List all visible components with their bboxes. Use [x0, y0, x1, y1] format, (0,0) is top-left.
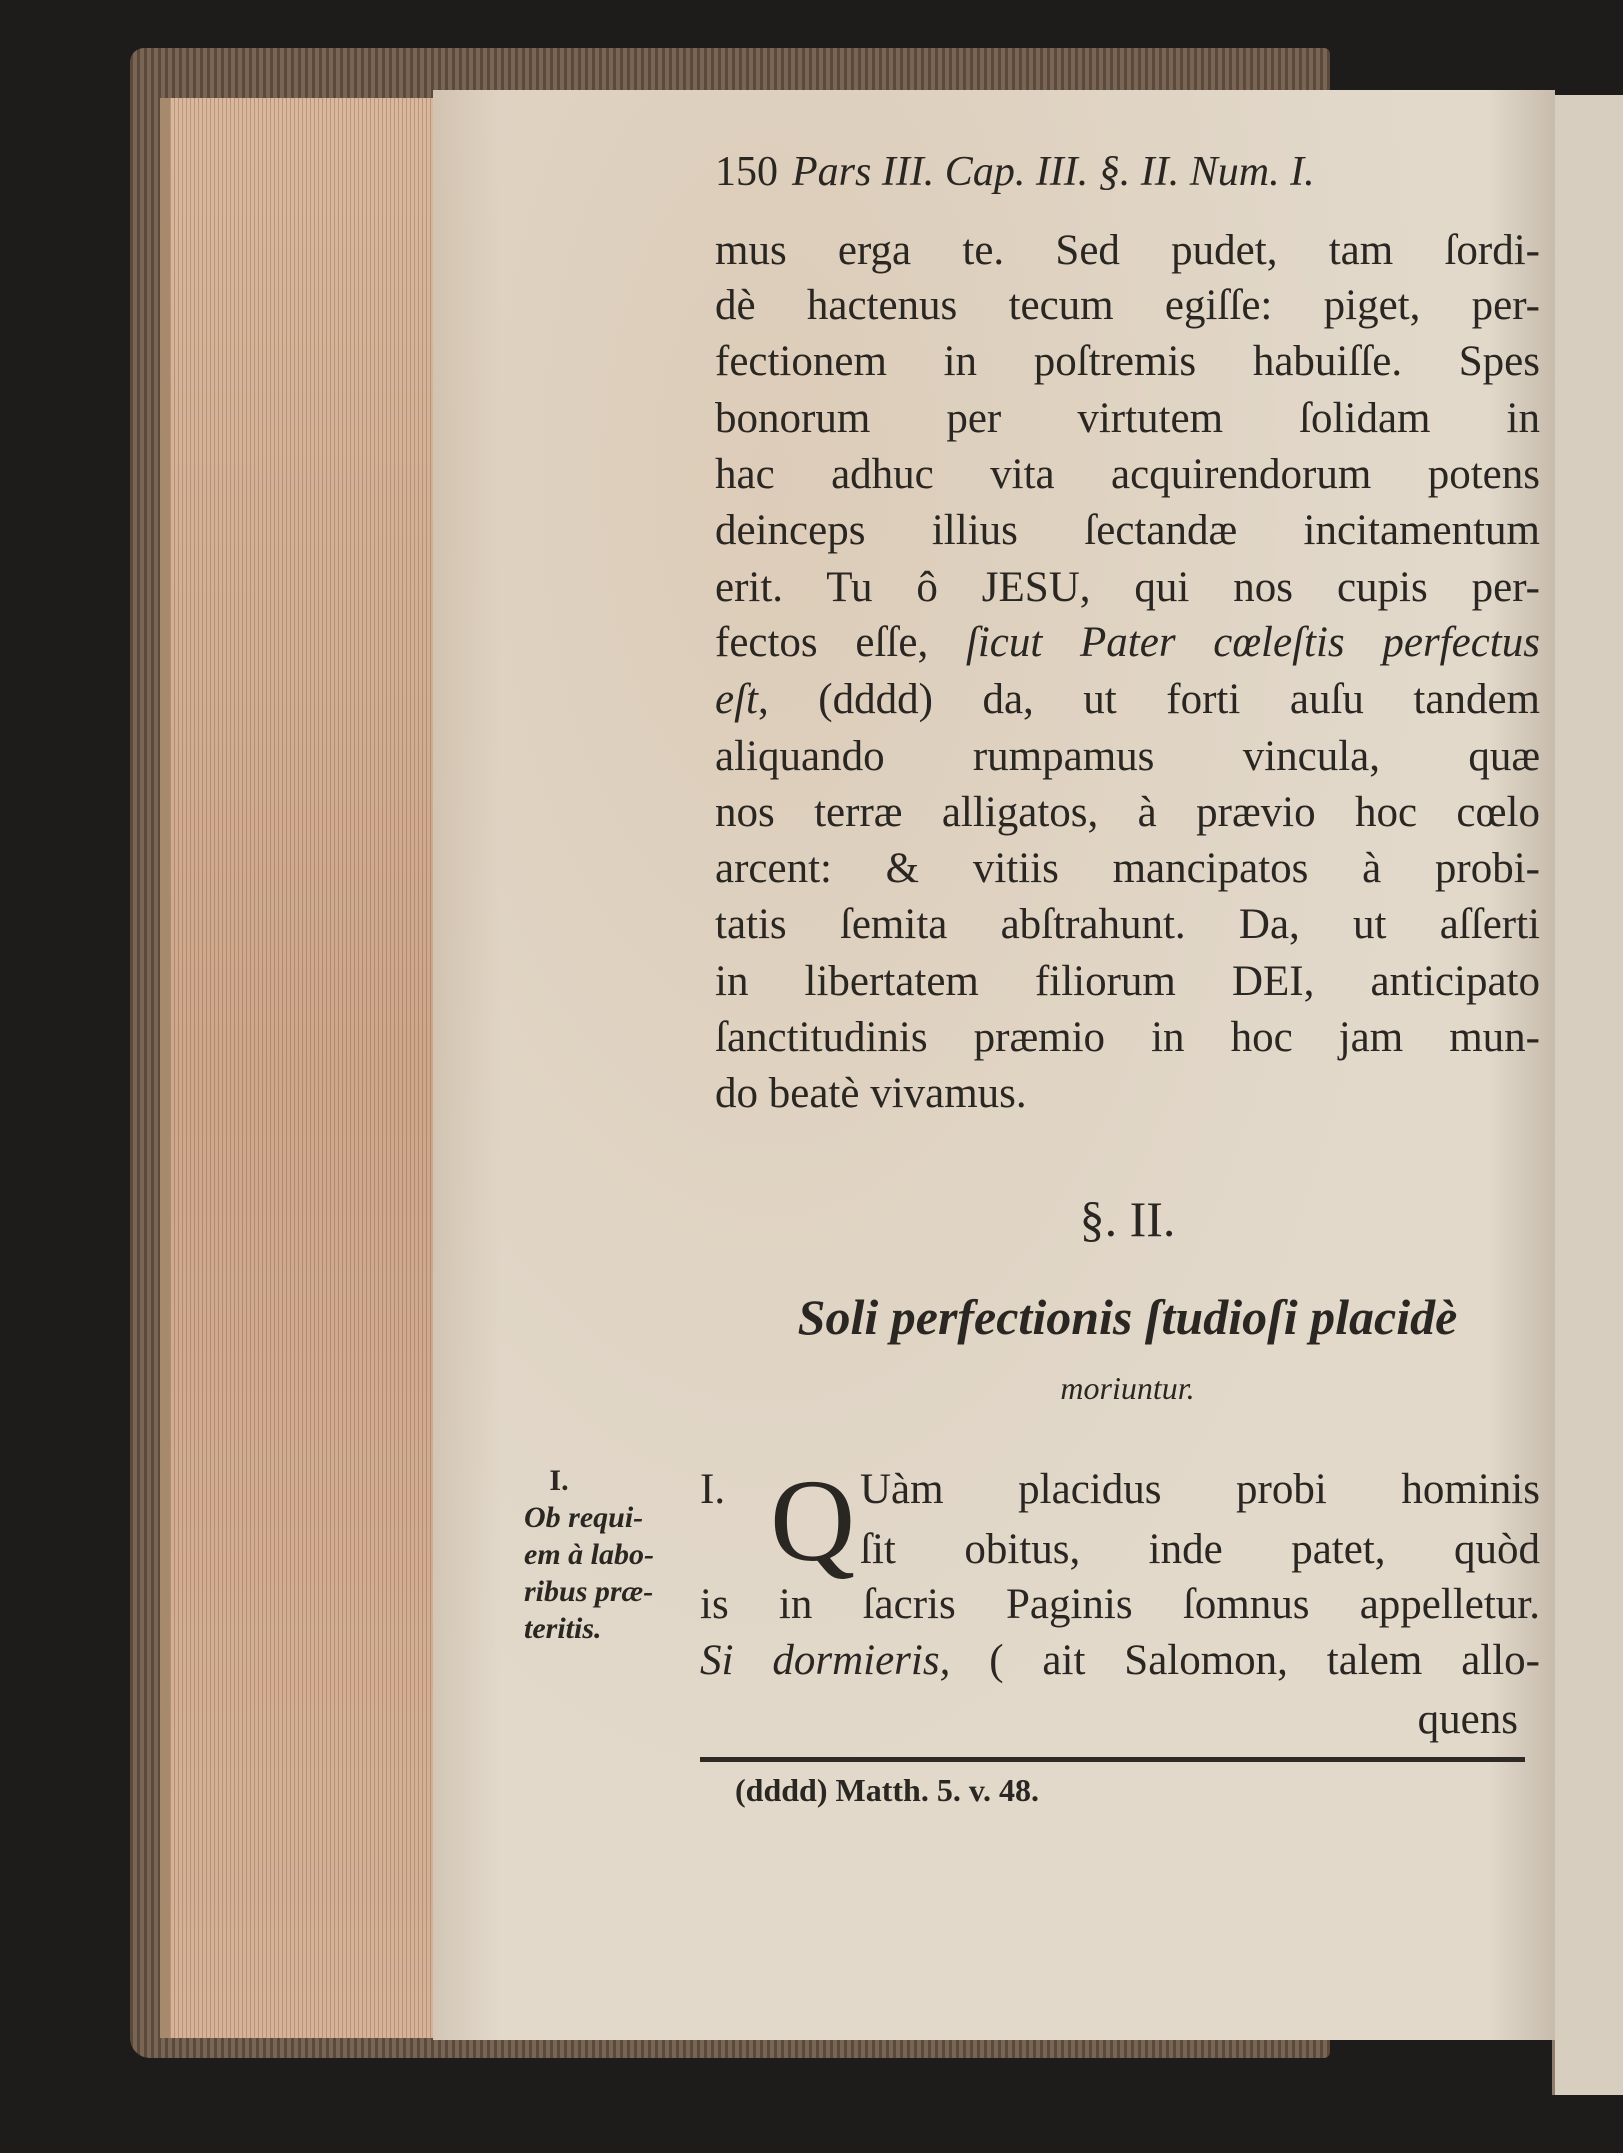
- drop-cap: Q: [770, 1455, 856, 1586]
- margin-note: [524, 1462, 709, 1647]
- text: is in ſacris Paginis ſomnus appelletur.: [700, 1581, 1540, 1628]
- text-line: [715, 1069, 1540, 1119]
- page-number: 150: [715, 149, 778, 195]
- margin-line: em à labo-: [524, 1538, 654, 1571]
- footnote-rule: [700, 1757, 1525, 1762]
- text-line: [715, 563, 1540, 613]
- footnote: (dddd) Matth. 5. v. 48.: [735, 1772, 1040, 1808]
- text-line: [715, 788, 1540, 838]
- text-line: [715, 900, 1540, 950]
- text: arcent: & vitiis mancipatos à probi-: [715, 845, 1540, 892]
- text-line: [715, 450, 1540, 500]
- text: fectionem in poſtremis habuiſſe. Spes: [715, 338, 1540, 385]
- text-line: [715, 732, 1540, 782]
- text: , (dddd) da, ut forti auſu tandem: [757, 676, 1540, 723]
- text: aliquando rumpamus vincula, quæ: [715, 733, 1540, 780]
- text: ſit obitus, inde patet, quòd: [860, 1526, 1540, 1573]
- margin-number: I.: [549, 1464, 569, 1497]
- margin-line: ribus præ-: [524, 1575, 654, 1608]
- text-line: [715, 281, 1540, 331]
- text-line: [715, 226, 1540, 276]
- catchword: quens: [1417, 1696, 1518, 1743]
- text-line: [715, 844, 1540, 894]
- text-line: [715, 394, 1540, 444]
- margin-line: Ob requi-: [524, 1501, 644, 1534]
- text: tatis ſemita abſtrahunt. Da, ut aſſerti: [715, 901, 1540, 948]
- margin-line: teritis.: [524, 1612, 602, 1645]
- section-title: Soli perfectionis ſtudioſi placidè: [797, 1289, 1458, 1345]
- text-line: [860, 1525, 1540, 1575]
- text: dè hactenus tecum egiſſe: piget, per-: [715, 282, 1540, 329]
- text-line: [860, 1465, 1540, 1515]
- running-title: Pars III. Cap. III. §. II. Num. I.: [792, 149, 1315, 195]
- running-header: [715, 148, 1315, 196]
- text: do beatè vivamus.: [715, 1070, 1027, 1117]
- italic-quote: Si dormieris,: [700, 1637, 951, 1684]
- text-line: [700, 1580, 1540, 1630]
- text: deinceps illius ſectandæ incitamentum: [715, 507, 1540, 554]
- text-line: [715, 506, 1540, 556]
- section-subtitle: moriuntur.: [1060, 1370, 1195, 1406]
- text: erit. Tu ô JESU, qui nos cupis per-: [715, 564, 1540, 611]
- paragraph-number: I.: [700, 1466, 726, 1513]
- text: ( ait Salomon, talem allo-: [950, 1637, 1540, 1684]
- italic-quote: ſicut Pater cœleſtis perfectus: [965, 619, 1540, 666]
- page-fore-edge: [160, 98, 445, 2038]
- text-line: [700, 1636, 1540, 1686]
- italic-quote: eſt: [715, 676, 758, 723]
- facing-page-edge: [1552, 95, 1623, 2095]
- text: fectos eſſe,: [715, 619, 966, 666]
- section-heading: §. II.: [1079, 1191, 1176, 1247]
- text-line: [715, 618, 1540, 668]
- text: ſanctitudinis præmio in hoc jam mun-: [715, 1014, 1540, 1061]
- text-line: [715, 957, 1540, 1007]
- text-line: [715, 675, 1540, 725]
- text: Uàm placidus probi hominis: [860, 1466, 1540, 1513]
- text: in libertatem filiorum DEI, anticipato: [715, 958, 1540, 1005]
- text: mus erga te. Sed pudet, tam ſordi-: [715, 227, 1540, 274]
- text: hac adhuc vita acquirendorum potens: [715, 451, 1540, 498]
- text: nos terræ alligatos, à prævio hoc cœlo: [715, 789, 1540, 836]
- text-line: [715, 337, 1540, 387]
- text: bonorum per virtutem ſolidam in: [715, 395, 1540, 442]
- text-line: [715, 1013, 1540, 1063]
